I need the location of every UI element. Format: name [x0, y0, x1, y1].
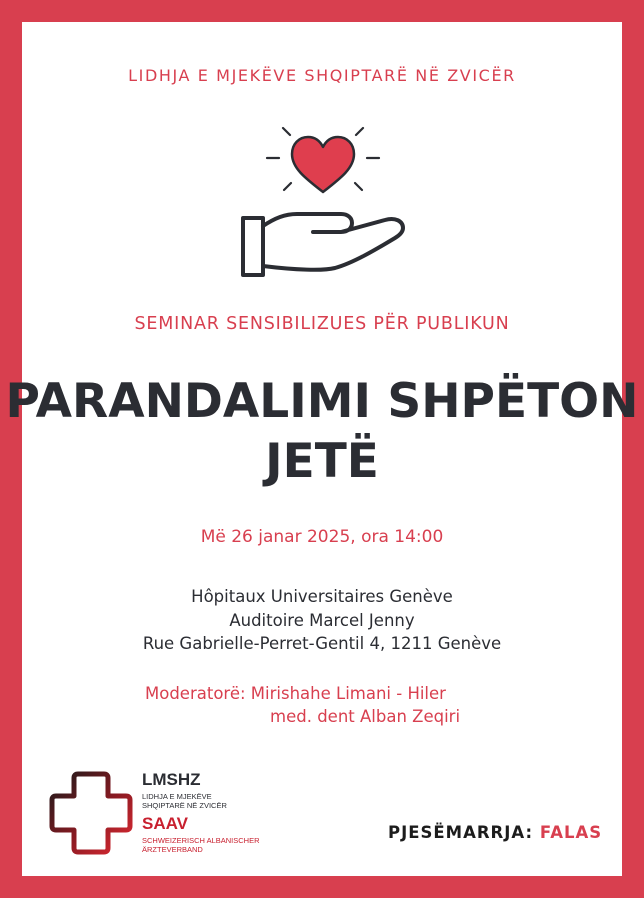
- event-venue: [0, 585, 644, 656]
- organization-name: LIDHJA E MJEKËVE SHQIPTARË NË ZVICËR: [128, 66, 516, 85]
- venue-line-1: Hôpitaux Universitaires Genève: [191, 587, 453, 606]
- event-subtitle: SEMINAR SENSIBILIZUES PËR PUBLIKUN: [134, 314, 510, 334]
- logo-fullname-al: LIDHJA E MJEKËVE SHQIPTARË NË ZVICËR: [142, 792, 227, 810]
- venue-line-2: Auditoire Marcel Jenny: [229, 610, 415, 630]
- event-date: Më 26 janar 2025, ora 14:00: [200, 527, 444, 547]
- venue-line-3: Rue Gabrielle-Perret-Gentil 4, 1211 Genève: [142, 634, 502, 653]
- logo-abbreviation-de: SAAV: [142, 814, 188, 833]
- moderators-line-2: med. dent Alban Zeqiri: [270, 707, 461, 726]
- event-title-line-2: JETË: [265, 434, 379, 489]
- participation-label: PJESËMARRJA:: [388, 823, 534, 842]
- logo-abbreviation-al: LMSHZ: [142, 770, 201, 789]
- participation-value: FALAS: [539, 823, 603, 842]
- moderators-line-1: Moderatorë: Mirishahe Limani - Hiler: [145, 684, 446, 703]
- event-title-line-1: PARANDALIMI SHPËTON: [5, 374, 639, 429]
- heart-in-hand-icon: [235, 120, 415, 285]
- event-title: [0, 372, 644, 492]
- medical-cross-logo-icon: [48, 770, 134, 856]
- logo-fullname-de: SCHWEIZERISCH ALBANISCHER ÄRZTEVERBAND: [142, 836, 260, 854]
- participation-info: [388, 823, 602, 842]
